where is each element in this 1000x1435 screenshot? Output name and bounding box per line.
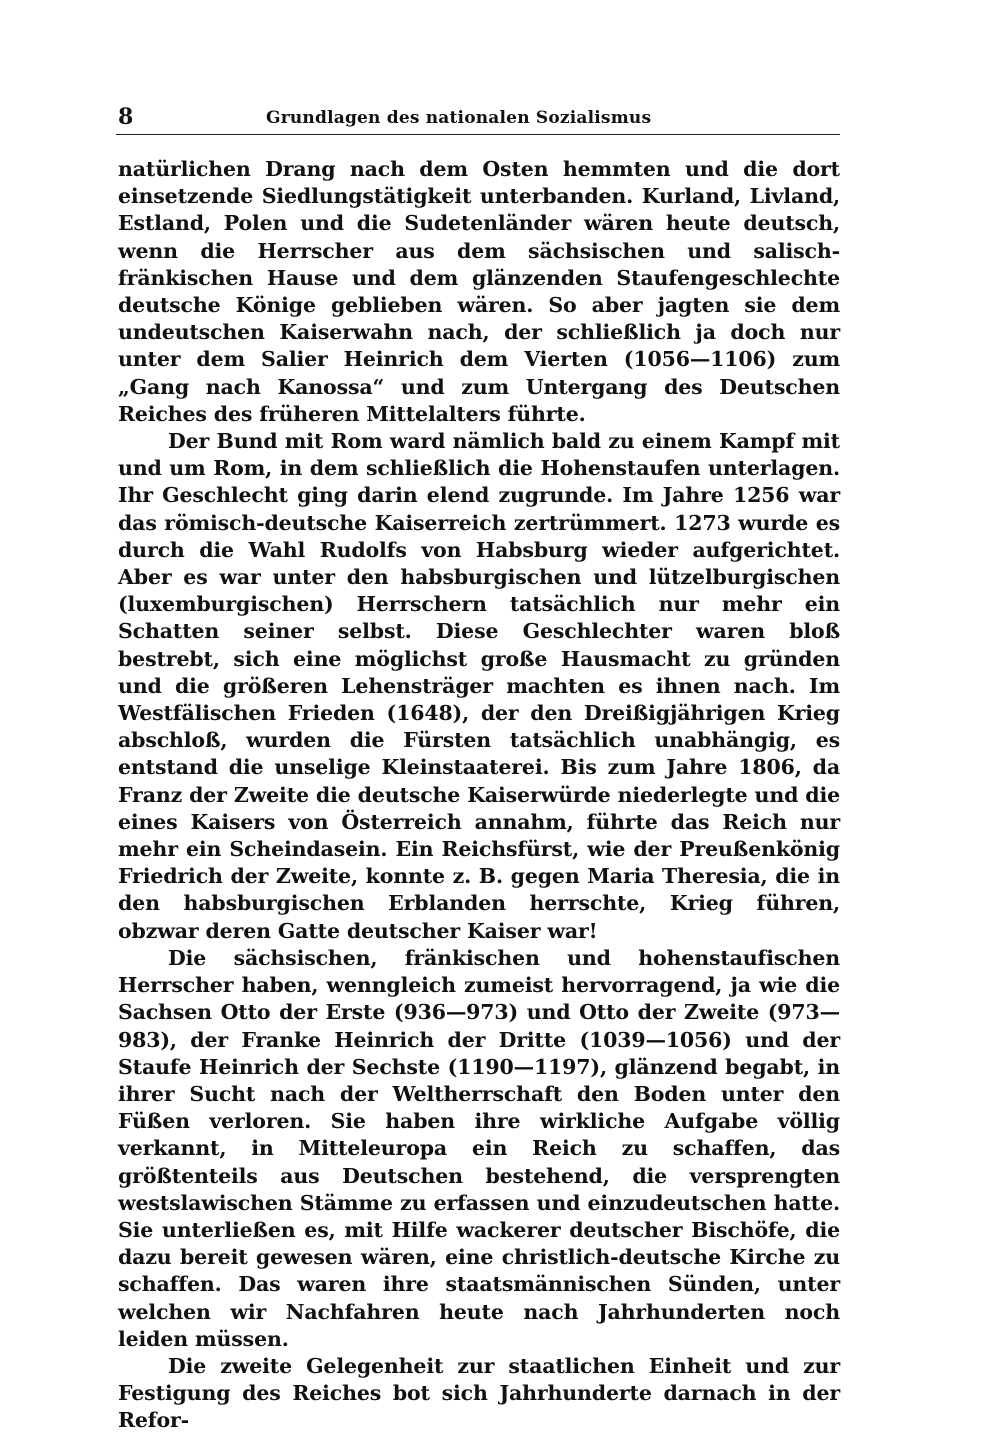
- page-number: 8: [118, 104, 134, 130]
- paragraph: Die zweite Gelegenheit zur staatlichen Einheit und zur Festigung des Reiches bot sich Jahrhunderte darnach in der Refor-: [118, 1353, 840, 1433]
- page-header: [116, 104, 840, 135]
- body-text: [118, 156, 840, 1435]
- paragraph: Der Bund mit Rom ward nämlich bald zu einem Kampf mit und um Rom, in dem schließlich die Hohenstaufen unterlagen. Ihr Geschlecht ging darin elend zugrunde. Im Jahre 1256 war das römisch-deutsche Kaiserreich zertrümmert. 1273 wurde es durch die Wahl Rudolfs von Habsburg wieder aufgerichtet. Aber es war unter den habsburgischen und lützelburgischen (luxemburgischen) Herrschern tatsächlich nur mehr ein Schatten seiner selbst. Diese Geschlechter waren bloß bestrebt, sich eine möglichst große Hausmacht zu gründen und die größeren Lehensträger machten es ihnen nach. Im Westfälischen Frieden (1648), der den Dreißigjährigen Krieg abschloß, wurden die Fürsten tatsächlich unabhängig, es entstand die unselige Kleinstaaterei. Bis zum Jahre 1806, da Franz der Zweite die deutsche Kaiserwürde niederlegte und die eines Kaisers von Österreich annahm, führte das Reich nur mehr ein Scheindasein. Ein Reichsfürst, wie der Preußenkönig Friedrich der Zweite, konnte z. B. gegen Maria Theresia, die in den habsburgischen Erblanden herrschte, Krieg führen, obzwar deren Gatte deutscher Kaiser war!: [118, 429, 840, 943]
- paragraph: natürlichen Drang nach dem Osten hemmten und die dort einsetzende Siedlungstätigkeit unterbanden. Kurland, Livland, Estland, Polen und die Sudetenländer wären heute deutsch, wenn die Herrscher aus dem sächsischen und salisch-fränkischen Hause und dem glänzenden Staufengeschlechte deutsche Könige geblieben wären. So aber jagten sie dem undeutschen Kaiserwahn nach, der schließlich ja doch nur unter dem Salier Heinrich dem Vierten (1056—1106) zum „Gang nach Kanossa“ und zum Untergang des Deutschen Reiches des früheren Mittelalters führte.: [118, 157, 840, 426]
- paragraph: Die sächsischen, fränkischen und hohenstaufischen Herrscher haben, wenngleich zumeist hervorragend, ja wie die Sachsen Otto der Erste (936—973) und Otto der Zweite (973—983), der Franke Heinrich der Dritte (1039—1056) und der Staufe Heinrich der Sechste (1190—1197), glänzend begabt, in ihrer Sucht nach der Weltherrschaft den Boden unter den Füßen verloren. Sie haben ihre wirkliche Aufgabe völlig verkannt, in Mitteleuropa ein Reich zu schaffen, das größtenteils aus Deutschen bestehend, die versprengten westslawischen Stämme zu erfassen und einzudeutschen hatte. Sie unterließen es, mit Hilfe wackerer deutscher Bischöfe, die dazu bereit gewesen wären, eine christlich-deutsche Kirche zu schaffen. Das waren ihre staatsmännischen Sünden, unter welchen wir Nachfahren heute nach Jahrhunderten noch leiden müssen.: [118, 945, 840, 1351]
- running-head: Grundlagen des nationalen Sozialismus: [266, 108, 652, 128]
